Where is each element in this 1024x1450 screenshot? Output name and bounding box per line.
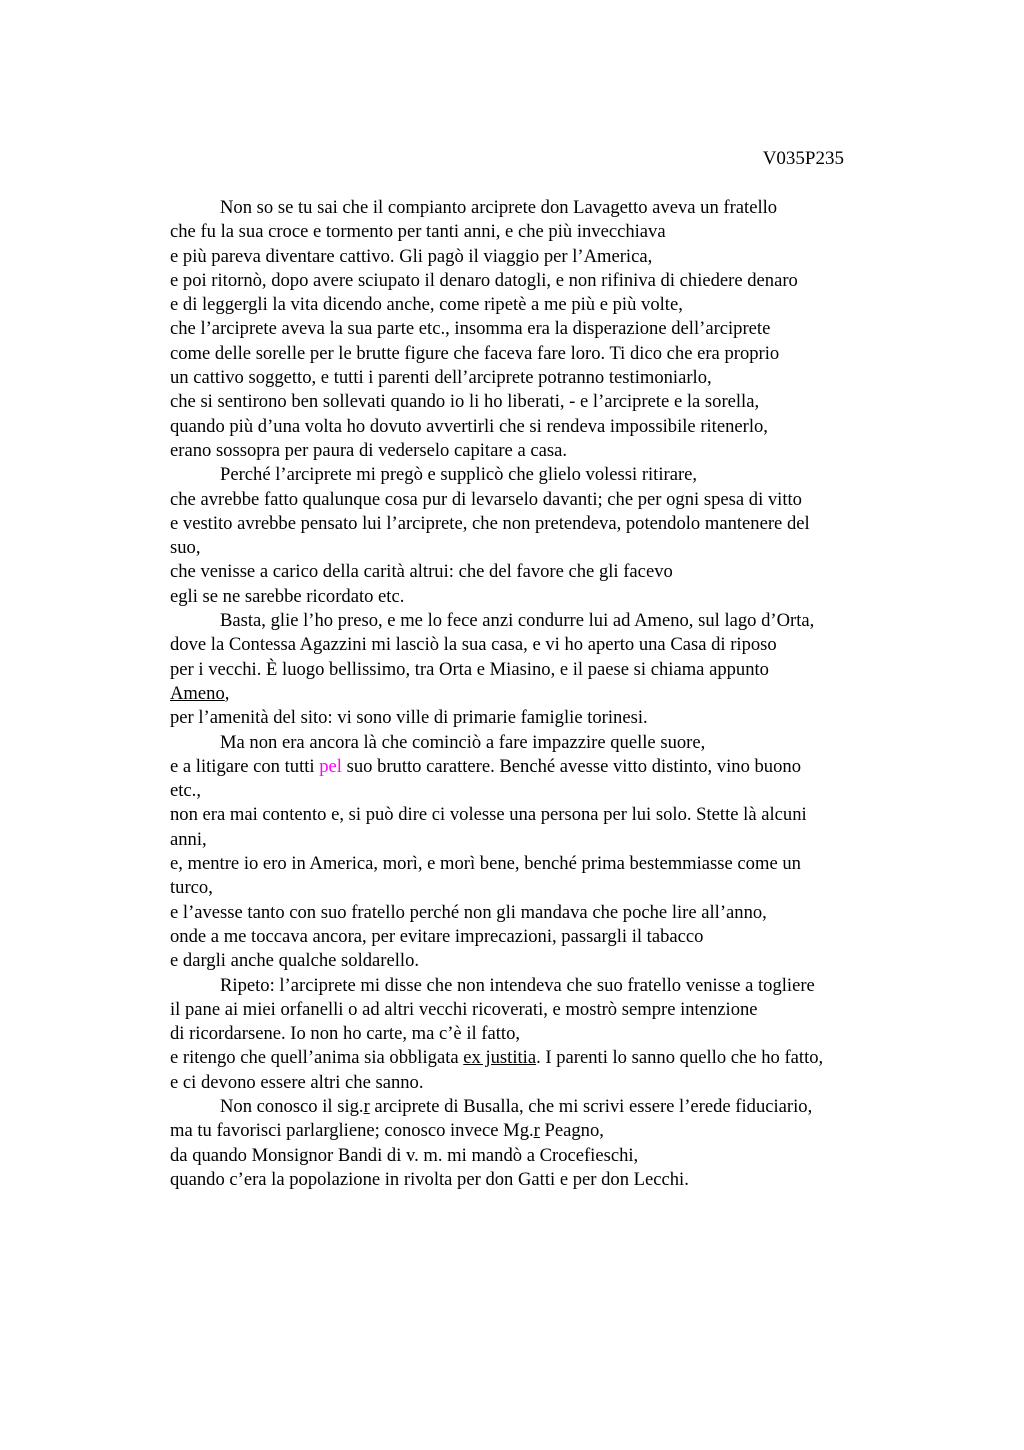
text-line: [170, 998, 900, 1022]
text-segment: suo,: [170, 537, 201, 559]
text-segment: e di leggergli la vita dicendo anche, come ripetè a me più e più volte,: [170, 294, 683, 316]
text-segment: Non conosco il sig.: [220, 1095, 364, 1117]
text-segment: e ci devono essere altri che sanno.: [170, 1071, 424, 1093]
text-line: [170, 901, 900, 925]
text-segment: quando più d’una volta ho dovuto avvertirli che si rendeva impossibile ritenerlo,: [170, 415, 768, 437]
text-line: [170, 536, 900, 560]
text-segment: che fu la sua croce e tormento per tanti anni, e che più invecchiava: [170, 221, 666, 243]
text-line: [170, 682, 900, 706]
text-segment: che avrebbe fatto qualunque cosa pur di levarselo davanti; che per ogni spesa di vitto: [170, 488, 802, 510]
text-line: [170, 1144, 900, 1168]
text-line: [170, 658, 900, 682]
text-line: [170, 220, 900, 244]
text-line: [170, 196, 900, 220]
text-segment: arciprete di Busalla, che mi scrivi essere l’erede fiduciario,: [369, 1095, 813, 1117]
text-segment: quando c’era la popolazione in rivolta per don Gatti e per don Lecchi.: [170, 1168, 689, 1190]
text-line: [170, 1168, 900, 1192]
text-segment: e l’avesse tanto con suo fratello perché non gli mandava che poche lire all’anno,: [170, 901, 767, 923]
text-line: [170, 949, 900, 973]
text-line: [170, 1046, 900, 1070]
text-line: [170, 366, 900, 390]
text-segment: ma tu favorisci parlargliene; conosco invece Mg.: [170, 1120, 534, 1142]
text-line: [170, 731, 900, 755]
text-line: [170, 925, 900, 949]
text-line: [170, 488, 900, 512]
text-segment: da quando Monsignor Bandi di v. m. mi mandò a Crocefieschi,: [170, 1144, 639, 1166]
text-line: [170, 706, 900, 730]
text-segment: erano sossopra per paura di vederselo capitare a casa.: [170, 439, 567, 461]
text-line: [170, 609, 900, 633]
text-line: [170, 245, 900, 269]
text-line: [170, 1119, 900, 1143]
text-segment: suo brutto carattere. Benché avesse vitto distinto, vino buono: [341, 755, 801, 777]
underlined-text: Ameno: [170, 682, 225, 704]
text-line: [170, 779, 900, 803]
text-segment: onde a me toccava ancora, per evitare imprecazioni, passargli il tabacco: [170, 925, 704, 947]
text-line: [170, 317, 900, 341]
text-line: [170, 803, 900, 827]
text-line: [170, 463, 900, 487]
text-segment: Non so se tu sai che il compianto arciprete don Lavagetto aveva un fratello: [220, 197, 778, 218]
text-line: [170, 512, 900, 536]
text-segment: Ripeto: l’arciprete mi disse che non intendeva che suo fratello venisse a togliere: [220, 974, 815, 996]
underlined-text: r: [363, 1095, 370, 1117]
text-line: [170, 439, 900, 463]
text-segment: che venisse a carico della carità altrui: che del favore che gli facevo: [170, 561, 673, 583]
text-line: [170, 1071, 900, 1095]
document-id: V035P235: [762, 148, 844, 169]
text-segment: e, mentre io ero in America, morì, e morì bene, benché prima bestemmiasse come un: [170, 853, 801, 875]
text-line: [170, 1095, 900, 1119]
text-segment: egli se ne sarebbe ricordato etc.: [170, 585, 405, 607]
text-segment: dove la Contessa Agazzini mi lasciò la sua casa, e vi ho aperto una Casa di riposo: [170, 634, 777, 656]
text-segment: e poi ritornò, dopo avere sciupato il denaro datogli, e non rifiniva di chiedere denaro: [170, 269, 798, 291]
text-segment: come delle sorelle per le brutte figure che faceva fare loro. Ti dico che era proprio: [170, 342, 780, 364]
text-line: [170, 293, 900, 317]
text-segment: Ma non era ancora là che cominciò a fare impazzire quelle suore,: [220, 731, 706, 753]
text-line: [170, 342, 900, 366]
text-segment: e ritengo che quell’anima sia obbligata: [170, 1047, 464, 1069]
text-line: [170, 269, 900, 293]
text-segment: per l’amenità del sito: vi sono ville di primarie famiglie torinesi.: [170, 707, 648, 729]
text-segment: e dargli anche qualche soldarello.: [170, 950, 420, 972]
text-line: [170, 560, 900, 584]
text-segment: Basta, glie l’ho preso, e me lo fece anzi condurre lui ad Ameno, sul lago d’Orta,: [220, 610, 815, 632]
text-segment: Perché l’arciprete mi pregò e supplicò che glielo volessi ritirare,: [220, 464, 698, 486]
letter-body: [170, 196, 900, 1192]
text-segment: il pane ai miei orfanelli o ad altri vecchi ricoverati, e mostrò sempre intenzione: [170, 998, 758, 1020]
text-segment: . I parenti lo sanno quello che ho fatto,: [536, 1047, 824, 1069]
text-line: [170, 755, 900, 779]
text-segment: che l’arciprete aveva la sua parte etc., insomma era la disperazione dell’arciprete: [170, 318, 771, 340]
text-line: [170, 974, 900, 998]
text-line: [170, 828, 900, 852]
text-line: [170, 390, 900, 414]
text-segment: un cattivo soggetto, e tutti i parenti dell’arciprete potranno testimoniarlo,: [170, 367, 712, 389]
text-segment: Peagno,: [539, 1120, 604, 1142]
text-line: [170, 585, 900, 609]
text-line: [170, 633, 900, 657]
text-segment: e a litigare con tutti: [170, 755, 320, 777]
text-line: [170, 415, 900, 439]
text-segment: che si sentirono ben sollevati quando io li ho liberati, - e l’arciprete e la sorella,: [170, 391, 760, 413]
text-segment: turco,: [170, 877, 213, 899]
text-segment: etc.,: [170, 780, 201, 802]
text-segment: anni,: [170, 828, 207, 850]
text-line: [170, 852, 900, 876]
text-segment: e vestito avrebbe pensato lui l’arciprete, che non pretendeva, potendolo mantenere del: [170, 512, 810, 534]
text-segment: di ricordarsene. Io non ho carte, ma c’è il fatto,: [170, 1023, 521, 1045]
text-segment: e più pareva diventare cattivo. Gli pagò il viaggio per l’America,: [170, 245, 653, 267]
text-segment: non era mai contento e, si può dire ci volesse una persona per lui solo. Stette là alcuni: [170, 804, 807, 826]
text-line: [170, 1022, 900, 1046]
highlighted-text: pel: [319, 755, 342, 777]
underlined-text: r: [533, 1120, 540, 1142]
text-line: [170, 876, 900, 900]
text-segment: per i vecchi. È luogo bellissimo, tra Orta e Miasino, e il paese si chiama appunto: [170, 658, 769, 680]
underlined-text: ex justitia: [463, 1047, 537, 1069]
text-segment: ,: [224, 682, 230, 704]
